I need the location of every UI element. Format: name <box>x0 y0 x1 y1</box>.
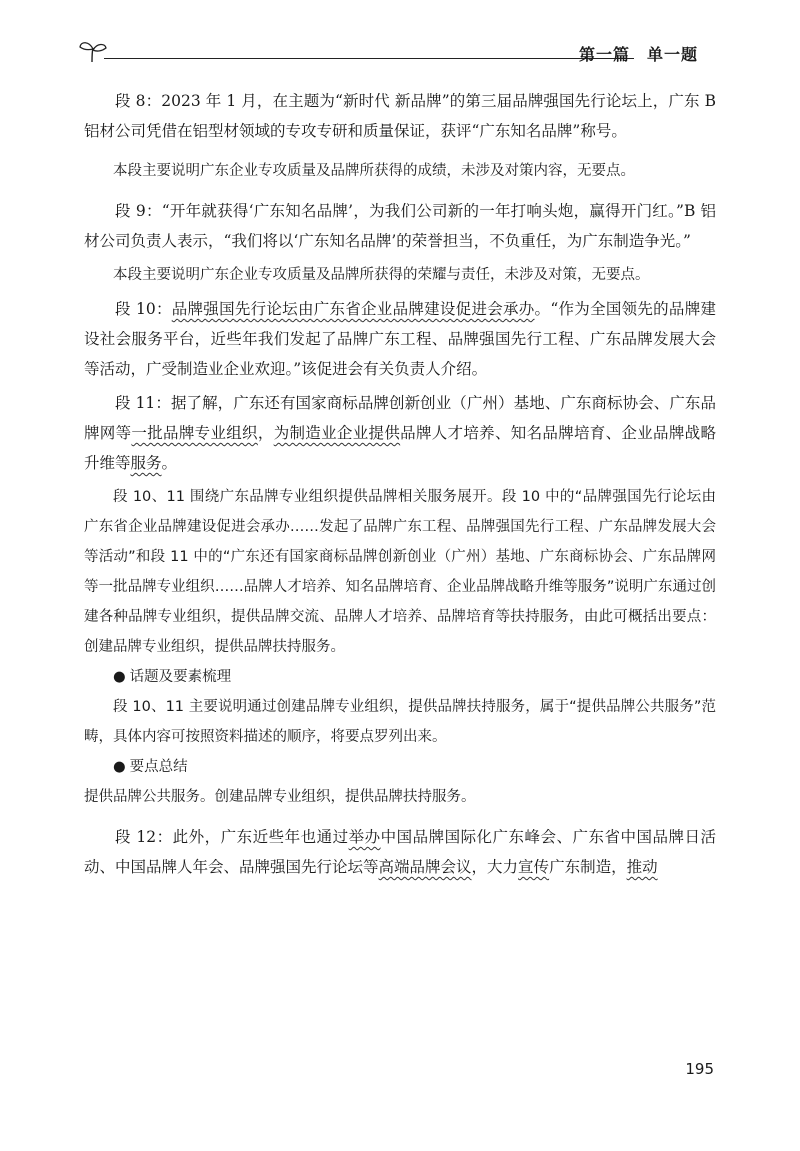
underlined-phrase: 为制造业企业提供 <box>273 424 401 442</box>
analysis-8: 本段主要说明广东企业专攻质量及品牌所获得的成绩，未涉及对策内容，无要点。 <box>113 163 635 179</box>
bullet-text: 要点总结 <box>129 759 188 775</box>
underlined-phrase: 一批品牌专业组织 <box>131 424 258 442</box>
paragraph-text: ，大力 <box>471 858 519 876</box>
paragraph-10 <box>84 294 716 384</box>
filled-circle-icon: ● <box>113 759 126 775</box>
paragraph-text: 中国品牌国际化广东峰会、广东省中国品牌日活动、中国品牌人年会、品牌强国先行论坛等 <box>84 828 716 876</box>
paragraph-text: 。 <box>161 454 178 472</box>
page-content <box>84 86 716 882</box>
sprout-icon <box>78 38 108 64</box>
header-title: 第一篇 单一题 <box>578 45 698 64</box>
underlined-phrase: 宣传 <box>518 858 550 876</box>
page-number: 195 <box>685 1060 714 1078</box>
paragraph-label: 段 10： <box>115 300 172 318</box>
topic-analysis: 段 10、11 主要说明通过创建品牌专业组织，提供品牌扶持服务，属于“提供品牌公共服务”范畴，具体内容可按照资料描述的顺序，将要点罗列出来。 <box>84 699 716 745</box>
analysis-10-11: 段 10、11 围绕广东品牌专业组织提供品牌相关服务展开。段 10 中的“品牌强国先行论坛由广东省企业品牌建设促进会承办……发起了品牌广东工程、品牌强国先行工程、广东品牌发展大会等活动”和段 11 中的“广东还有国家商标品牌创新创业（广州）基地、广东商标协会、广东品牌网等一批品牌专业组织……品牌人才培养、知名品牌培育、企业品牌战略升维等服务”说明广东通过创建各种品牌专业组织，提供品牌交流、品牌人才培养、品牌培育等扶持服务，由此可概括出要点：创建品牌专业组织，提供品牌扶持服务。 <box>84 489 716 655</box>
paragraph-text: 。“作为全国领先的品牌建设社会服务平台，近些年我们发起了品牌广东工程、品牌强国先行工程、广东品牌发展大会等活动，广受制造业企业欢迎。”该促进会有关负责人介绍。 <box>84 300 716 378</box>
bullet-topic-heading <box>113 662 716 692</box>
paragraph-text: ， <box>257 424 274 442</box>
underlined-phrase: 推动 <box>626 858 658 876</box>
running-header <box>78 38 698 66</box>
filled-circle-icon: ● <box>113 669 126 685</box>
paragraph-text: 此外，广东近些年也通过 <box>172 828 349 846</box>
paragraph-12 <box>84 822 716 882</box>
underlined-phrase: 举办 <box>348 828 381 846</box>
paragraph-8: 段 8：2023 年 1 月，在主题为“新时代 新品牌”的第三届品牌强国先行论坛上，广东 B 铝材公司凭借在铝型材领域的专攻专研和质量保证，获评“广东知名品牌”称号。 <box>84 92 716 140</box>
underlined-phrase: 服务 <box>130 454 162 472</box>
header-rule <box>104 58 634 59</box>
bullet-summary-heading <box>113 752 716 782</box>
paragraph-text: 据了解，广东还有国家商标品牌创新创业（广州）基地、广东商标协会、广东品牌网等 <box>84 394 716 442</box>
paragraph-9: 段 9：“开年就获得‘广东知名品牌’，为我们公司新的一年打响头炮，赢得开门红。”B 铝材公司负责人表示，“我们将以‘广东知名品牌’的荣誉担当，不负重任，为广东制造争光。” <box>84 202 716 250</box>
paragraph-text: 品牌人才培养、知名品牌培育、企业品牌战略升维等 <box>84 424 716 472</box>
paragraph-text: 广东制造， <box>549 858 627 876</box>
underlined-phrase: 品牌强国先行论坛由广东省企业品牌建设促进会承办 <box>171 300 535 318</box>
underlined-phrase: 高端品牌会议 <box>378 858 472 876</box>
summary-text: 提供品牌公共服务。创建品牌专业组织，提供品牌扶持服务。 <box>84 789 476 805</box>
analysis-9: 本段主要说明广东企业专攻质量及品牌所获得的荣耀与责任，未涉及对策，无要点。 <box>113 267 650 283</box>
paragraph-label: 段 12： <box>115 828 173 846</box>
bullet-text: 话题及要素梳理 <box>129 669 232 685</box>
paragraph-11 <box>84 388 716 478</box>
paragraph-label: 段 11： <box>115 394 171 412</box>
